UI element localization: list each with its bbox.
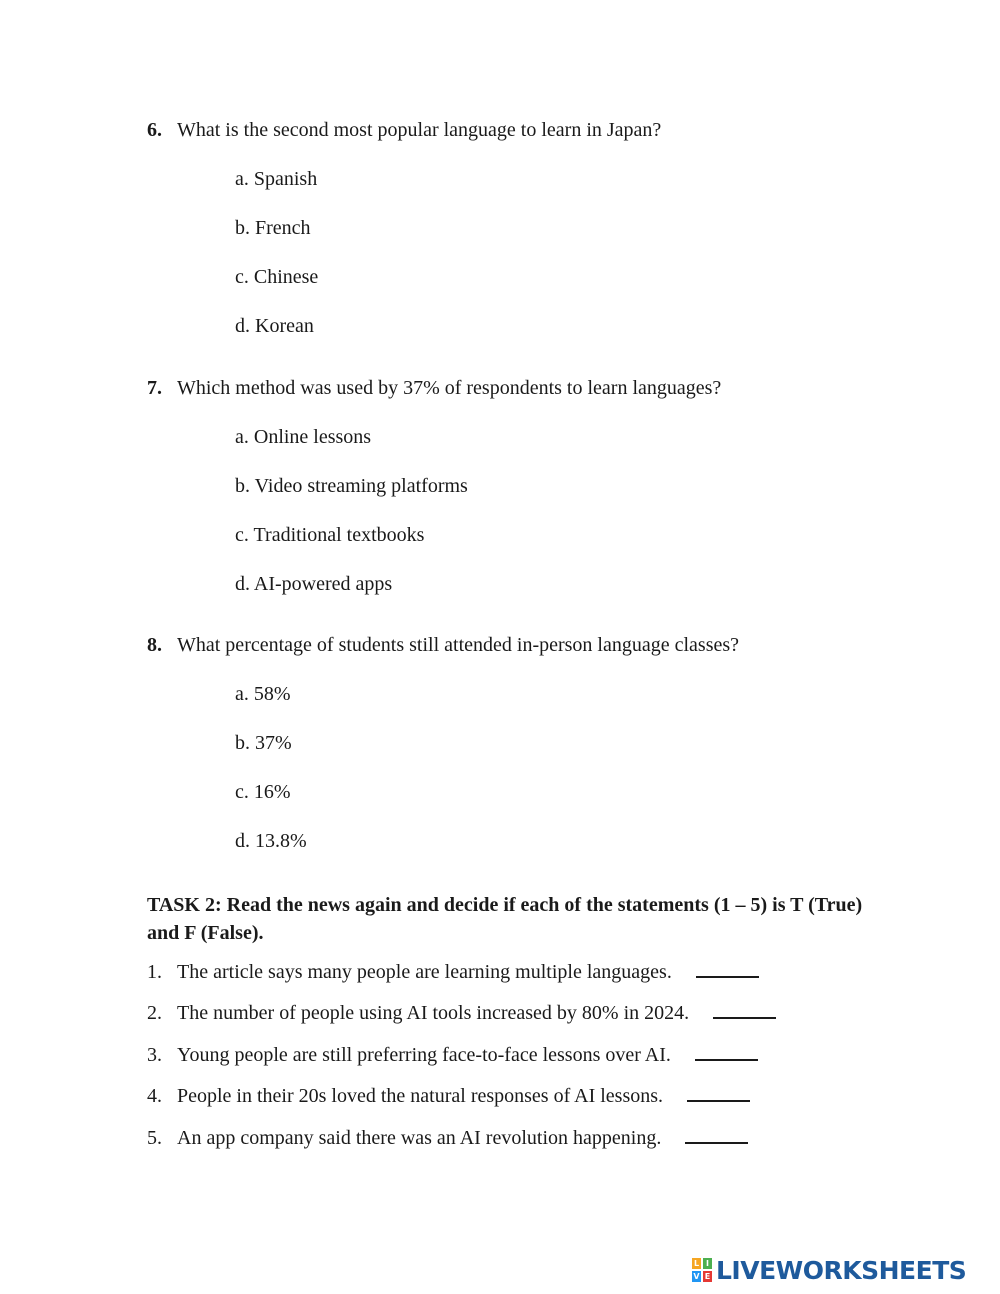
question-7: [147, 376, 721, 400]
statement-4: [147, 1084, 750, 1108]
question-text: What is the second most popular language to learn in Japan?: [177, 119, 662, 141]
logo-blocks-icon: [692, 1258, 712, 1282]
question-text: What percentage of students still attended in-person language classes?: [177, 634, 740, 656]
question-number: 7.: [147, 377, 162, 399]
task2-heading: TASK 2: Read the news again and decide if each of the statements (1 – 5) is T (True) and F (False).: [147, 894, 863, 944]
option-7a[interactable]: a. Online lessons: [235, 426, 372, 448]
logo-block-l: L: [693, 1259, 700, 1268]
answer-blank-4[interactable]: [687, 1084, 750, 1102]
statement-text: The number of people using AI tools increased by 80% in 2024.: [177, 1002, 690, 1024]
question-8: [147, 633, 739, 657]
option-7d[interactable]: d. AI-powered apps: [235, 573, 393, 595]
question-text: Which method was used by 37% of respondents to learn languages?: [177, 377, 722, 399]
answer-blank-5[interactable]: [685, 1126, 748, 1144]
statement-2: [147, 1001, 776, 1025]
statement-number: 2.: [147, 1002, 162, 1024]
logo-block-e: E: [704, 1272, 711, 1281]
answer-blank-1[interactable]: [696, 960, 759, 978]
statement-5: [147, 1126, 748, 1150]
option-7b[interactable]: b. Video streaming platforms: [235, 475, 468, 497]
statement-text: People in their 20s loved the natural responses of AI lessons.: [177, 1085, 664, 1107]
statement-number: 5.: [147, 1127, 162, 1149]
answer-blank-2[interactable]: [713, 1001, 776, 1019]
option-8d[interactable]: d. 13.8%: [235, 830, 307, 852]
option-8c[interactable]: c. 16%: [235, 781, 291, 803]
liveworksheets-logo: [692, 1255, 966, 1285]
logo-block-i: I: [703, 1258, 712, 1269]
statement-text: Young people are still preferring face-to-face lessons over AI.: [177, 1044, 671, 1066]
statement-number: 3.: [147, 1044, 162, 1066]
statement-number: 1.: [147, 961, 162, 983]
question-6: [147, 118, 661, 142]
logo-block-v: V: [693, 1272, 700, 1281]
logo-text: LIVEWORKSHEETS: [716, 1255, 967, 1285]
statement-3: [147, 1043, 758, 1067]
option-8a[interactable]: a. 58%: [235, 683, 291, 705]
statement-1: [147, 960, 759, 984]
question-number: 6.: [147, 119, 162, 141]
option-6c[interactable]: c. Chinese: [235, 266, 319, 288]
option-7c[interactable]: c. Traditional textbooks: [235, 524, 425, 546]
statement-text: The article says many people are learning multiple languages.: [177, 961, 672, 983]
statement-text: An app company said there was an AI revolution happening.: [177, 1127, 662, 1149]
answer-blank-3[interactable]: [695, 1043, 758, 1061]
option-8b[interactable]: b. 37%: [235, 732, 292, 754]
option-6d[interactable]: d. Korean: [235, 315, 314, 337]
option-6a[interactable]: a. Spanish: [235, 168, 318, 190]
statement-number: 4.: [147, 1085, 162, 1107]
option-6b[interactable]: b. French: [235, 217, 311, 239]
question-number: 8.: [147, 634, 162, 656]
